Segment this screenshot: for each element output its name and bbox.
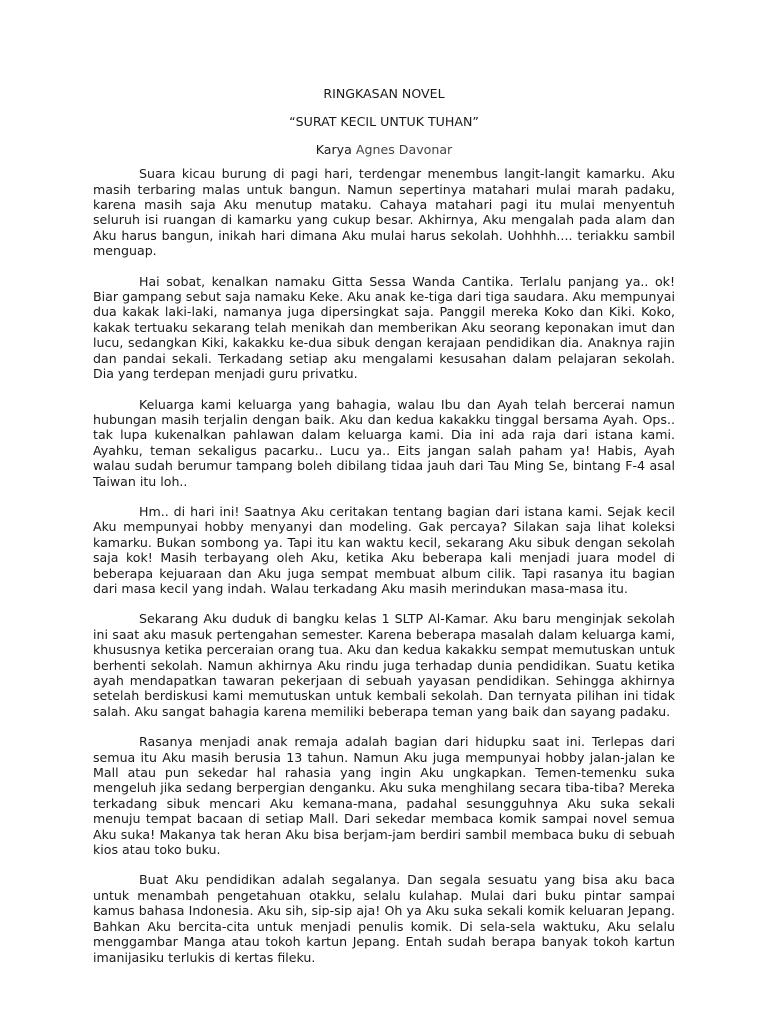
document-page bbox=[93, 84, 675, 980]
paragraph: Rasanya menjadi anak remaja adalah bagian dari hidupku saat ini. Terlepas dari semua itu Aku masih berusia 13 tahun. Namun Aku juga mempunyai hobby jalan-jalan ke Mall atau pun sekedar hal rahasia yang ingin Aku ungkapkan. Temen-temenku suka mengeluh jika sedang berpergian denganku. Aku suka menghilang secara tiba-tiba? Mereka terkadang sibuk mencari Aku kemana-mana, padahal sesungguhnya Aku suka sekali menuju tempat bacaan di setiap Mall. Dari sekedar membaca komik sampai novel semua Aku suka! Makanya tak heran Aku bisa berjam-jam berdiri sambil membaca buku di sebuah kios atau toko buku. bbox=[93, 734, 675, 858]
author-name: Agnes Davonar bbox=[355, 141, 453, 157]
author-label: Karya bbox=[315, 141, 352, 157]
paragraph: Suara kicau burung di pagi hari, terdengar menembus langit-langit kamarku. Aku masih terbaring malas untuk bangun. Namun sepertinya matahari mulai marah padaku, karena masih saja Aku menutup mataku. Cahaya matahari pagi itu mulai menyentuh seluruh isi ruangan di kamarku yang cukup besar. Akhirnya, Aku mengalah pada alam dan Aku harus bangun, inikah hari dimana Aku mulai harus sekolah. Uohhhh.... teriakku sambil menguap. bbox=[93, 166, 675, 259]
document-title: RINGKASAN NOVEL bbox=[323, 86, 445, 101]
novel-title: “SURAT KECIL UNTUK TUHAN” bbox=[289, 114, 479, 130]
paragraph: Buat Aku pendidikan adalah segalanya. Dan segala sesuatu yang bisa aku baca untuk menambah pengetahuan otakku, selalu kulahap. Mulai dari buku pintar sampai kamus bahasa Indonesia. Aku sih, sip-sip aja! Oh ya Aku suka sekali komik keluaran Jepang. Bahkan Aku bercita-cita untuk menjadi penulis komik. Di sela-sela waktuku, Aku selalu menggambar Manga atau tokoh kartun Jepang. Entah sudah berapa banyak tokoh kartun imanijasiku terlukis di kertas fileku. bbox=[93, 872, 675, 965]
author-line bbox=[93, 142, 675, 157]
paragraph: Sekarang Aku duduk di bangku kelas 1 SLTP Al-Kamar. Aku baru menginjak sekolah ini saat aku masuk pertengahan semester. Karena beberapa masalah dalam keluarga kami, khususnya ketika perceraian orang tua. Aku dan kedua kakakku sempat memutuskan untuk berhenti sekolah. Namun akhirnya Aku rindu juga terhadap dunia pendidikan. Suatu ketika ayah mendapatkan tawaran pekerjaan di sebuah yayasan pendidikan. Sehingga akhirnya setelah berdiskusi kami memutuskan untuk kembali sekolah. Dan ternyata pilihan ini tidak salah. Aku sangat bahagia karena memiliki beberapa teman yang baik dan sayang padaku. bbox=[93, 611, 675, 719]
paragraph: Keluarga kami keluarga yang bahagia, walau Ibu dan Ayah telah bercerai namun hubungan masih terjalin dengan baik. Aku dan kedua kakakku tinggal bersama Ayah. Ops.. tak lupa kukenalkan pahlawan dalam keluarga kami. Dia ini ada raja dari istana kami. Ayahku, teman sekaligus pacarku.. Lucu ya.. Eits jangan salah paham ya! Habis, Ayah walau sudah berumur tampang boleh dibilang tidaa jauh dari Tau Ming Se, bintang F-4 asal Taiwan itu loh.. bbox=[93, 396, 675, 489]
paragraph: Hm.. di hari ini! Saatnya Aku ceritakan tentang bagian dari istana kami. Sejak kecil Aku mempunyai hobby menyanyi dan modeling. Gak percaya? Silakan saja lihat koleksi kamarku. Bukan sombong ya. Tapi itu kan waktu kecil, sekarang Aku sibuk dengan sekolah saja kok! Masih terbayang oleh Aku, ketika Aku beberapa kali menjadi juara model di beberapa kejuaraan dan Aku juga sempat membuat album cilik. Tapi rasanya itu bagian dari masa kecil yang indah. Walau terkadang Aku masih merindukan masa-masa itu. bbox=[93, 503, 675, 596]
paragraph: Hai sobat, kenalkan namaku Gitta Sessa Wanda Cantika. Terlalu panjang ya.. ok! Biar gampang sebut saja namaku Keke. Aku anak ke-tiga dari tiga saudara. Aku mempunyai dua kakak laki-laki, namanya juga dipersingkat saja. Panggil mereka Koko dan Kiki. Koko, kakak tertuaku sekarang telah menikah dan memberikan Aku seorang keponakan imut dan lucu, sedangkan Kiki, kakakku ke-dua sibuk dengan kerajaan pendidikan dia. Anaknya rajin dan pandai sekali. Terkadang setiap aku mengalami kesusahan dalam pelajaran sekolah. Dia yang terdepan menjadi guru privatku. bbox=[93, 273, 675, 382]
